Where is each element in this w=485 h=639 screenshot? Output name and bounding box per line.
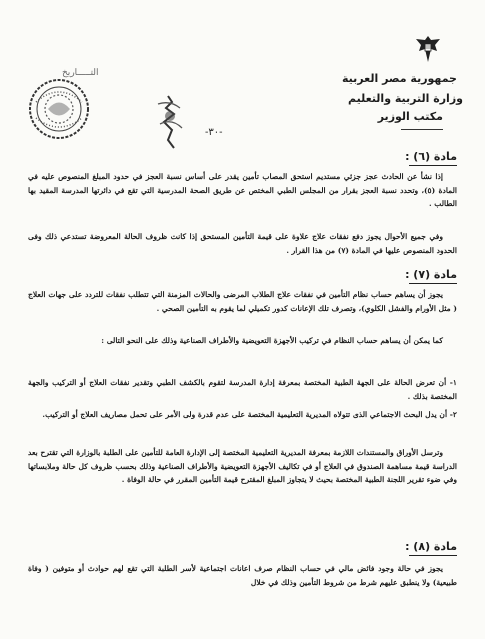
article-7-item-1: ١- أن تعرض الحالة على الجهة الطبية المختصة بمعرفة إدارة المدرسة لتقوم بالكشف الطبي وتقدير نفقات العلاج أو التركيب والجهة المختصة بذلك . bbox=[28, 378, 457, 401]
article-8-heading: مادة (٨) : bbox=[405, 540, 457, 553]
header-divider bbox=[401, 129, 443, 130]
signature-stamp-mark bbox=[150, 94, 190, 150]
date-label: التـــــاريخ bbox=[62, 68, 99, 78]
article-7-item-2: ٢- أن يدل البحث الاجتماعي الذى تتولاه المديرية التعليمية المختصة على عدم قدرة ولى الأمر على تحمل مصاريف العلاج أو التركيب. bbox=[42, 410, 457, 419]
article-8-paragraph-1: يجوز في حالة وجود فائض مالي في حساب النظام صرف اعانات اجتماعية لأسر الطلبة التي تقع لهم حوادث أو متوفين ( وفاة طبيعية) ولا ينطبق عليهم شرط من شروط التأمين وذلك في خلال bbox=[28, 564, 457, 587]
header-office: مكتب الوزير bbox=[377, 110, 443, 123]
page-number: -٣٠- bbox=[205, 127, 223, 138]
official-seal-stamp bbox=[28, 78, 90, 140]
header-republic: جمهورية مصر العربية bbox=[342, 72, 457, 85]
article-6-heading: مادة (٦) : bbox=[405, 150, 457, 163]
article-7-paragraph-2: كما يمكن أن يساهم حساب النظام في تركيب الأجهزة التعويضية والأطراف الصناعية وذلك على النحو التالى : bbox=[101, 336, 443, 345]
article-6-paragraph-1: إذا نشأ عن الحادث عجز جزئي مستديم استحق المصاب تأمين يقدر على أساس نسبة العجز في حدود المبلغ المنصوص عليه في المادة (٥)، وتحدد نسبة العجز بقرار من المجلس الطبي المختص عن طريق الصحة المدرسية التي تقع في دائرتها المدرسة المقيد بها الطالب . bbox=[28, 172, 457, 208]
eagle-emblem-icon bbox=[413, 34, 443, 64]
article-6-paragraph-2: وفي جميع الأحوال يجوز دفع نفقات علاج علاوة على قيمة التأمين المستحق إذا كانت ظروف الحالة المعروضة تستدعي ذلك وفى الحدود المنصوص عليها في المادة (٧) من هذا القرار . bbox=[28, 232, 457, 255]
article-7-paragraph-1: يجوز أن يساهم حساب نظام التأمين في نفقات علاج الطلاب المرضى والحالات المزمنة التي تتطلب نفقات للتردد على جهات العلاج ( مثل الأورام والفشل الكلوي)، وتصرف تلك الإعانات كدور تكميلي لما يقوم به التأمين الصحي . bbox=[28, 290, 457, 313]
header-ministry: وزارة التربية والتعليم bbox=[348, 92, 463, 105]
article-7-closing-paragraph: وترسل الأوراق والمستندات اللازمة بمعرفة المديرية التعليمية المختصة إلى الإدارة العامة للتأمين على الطلبة بالوزارة التي تقترح بعد الدراسة قيمة مساهمة الصندوق في العلاج أو في تكاليف الأجهزة التعويضية والأطراف الصناعية وذلك بحسب ظروف كل حالة وملابساتها وفي ضوء تقرير اللجنة الطبية المختصة بحيث لا يتجاوز المبلغ المقترح قيمة التأمين المقرر في حالة الوفاة . bbox=[28, 448, 457, 484]
article-7-heading: مادة (٧) : bbox=[405, 268, 457, 281]
